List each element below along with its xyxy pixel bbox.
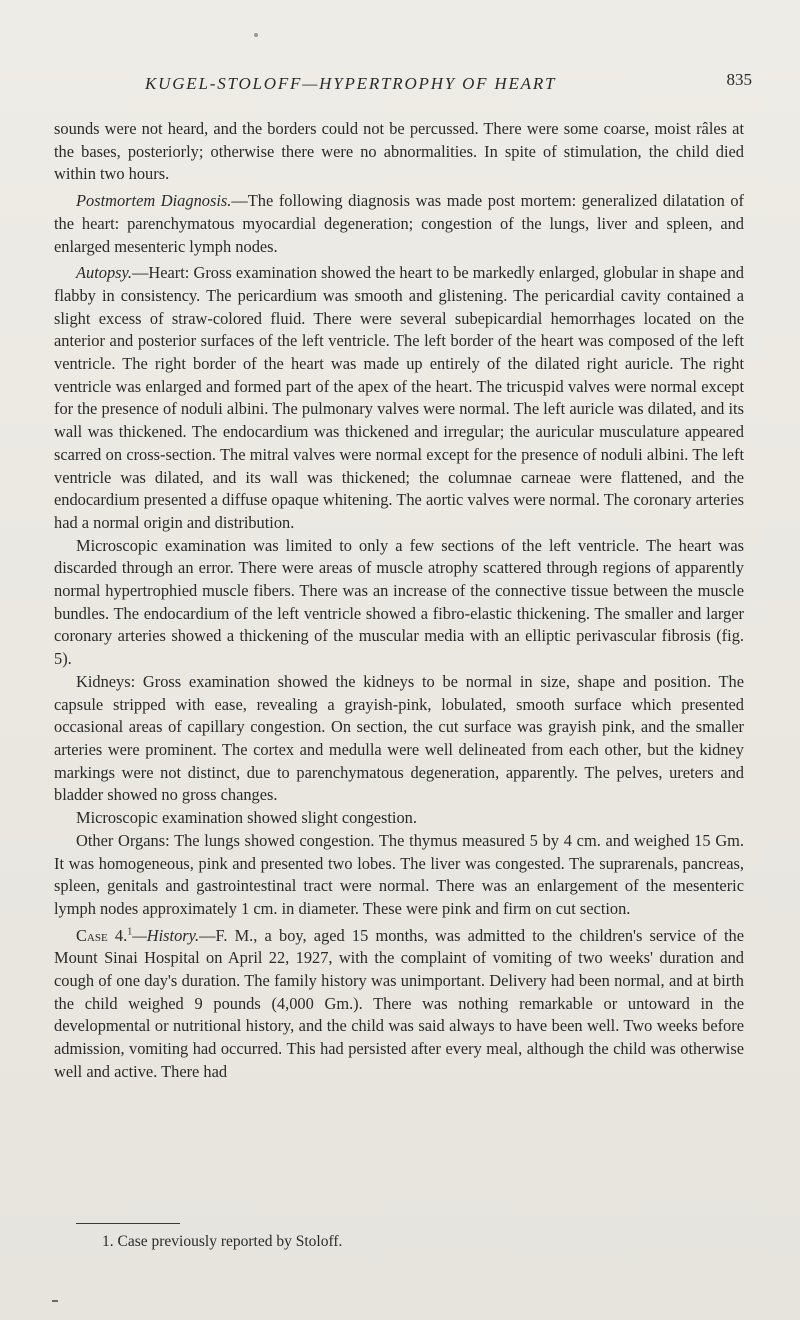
footnote-reference[interactable]: 1 <box>127 926 133 938</box>
paragraph-continuation: sounds were not heard, and the borders could not be percussed. There were some coarse, moist râles at the bases, posteriorly; otherwise there were no abnormalities. In spite of stimulation, the child died within two hours. <box>54 119 744 184</box>
paragraph-kidneys: Kidneys: Gross examination showed the kidneys to be normal in size, shape and position. The capsule stripped with ease, revealing a grayish-pink, lobulated, smooth surface which presented occasional areas of capillary congestion. On section, the cut surface was grayish pink, and the smaller arteries were prominent. The cortex and medulla were well delineated from each other, but the kidney markings were not distinct, due to parenchymatous degeneration, apparently. The pelves, ureters and bladder showed no gross changes. <box>54 671 744 805</box>
running-head <box>145 70 752 102</box>
paragraph-text: —Heart: Gross examination showed the heart to be markedly enlarged, globular in shape and flabby in consistency. The pericardium was smooth and glistening. The pericardial cavity contained a slight excess of straw-colored fluid. There were several subepicardial hemorrhages located on the anterior and posterior surfaces of the left ventricle. The left border of the heart was composed of the left ventricle. The right border of the heart was made up entirely of the dilated right auricle. The right ventricle was enlarged and formed part of the apex of the heart. The tricuspid valves were normal except for the presence of noduli albini. The pulmonary valves were normal. The left auricle was dilated, and its wall was thickened. The endocardium was thickened and irregular; the auricular musculature appeared scarred on cross-section. The mitral valves were normal except for the presence of noduli albini. The left ventricle was dilated, and its wall was thickened; the columnae carneae were flattened, and the endocardium presented a diffuse opaque whitening. The aortic valves were normal. The coronary arteries had a normal origin and distribution. <box>54 263 744 532</box>
paragraph-kidney-microscopic: Microscopic examination showed slight congestion. <box>76 808 417 828</box>
section-lead-history: —History. <box>132 925 200 945</box>
footnote: 1. Case previously reported by Stoloff. <box>102 1233 343 1250</box>
case-label: Case 4. <box>76 925 128 945</box>
print-mark <box>52 1300 58 1302</box>
paragraph-text: —The following diagnosis was made post mortem: generalized dilatation of the heart: parenchymatous myocardial degeneration; congestion of the lungs, liver and spleen, and enlarged mesenteric lymph nodes. <box>54 191 744 256</box>
section-lead-postmortem-diagnosis: Postmortem Diagnosis. <box>76 191 232 211</box>
paragraph-other-organs: Other Organs: The lungs showed congestion. The thymus measured 5 by 4 cm. and weighed 15 Gm. It was homogeneous, pink and presented two lobes. The liver was congested. The suprarenals, pancreas, spleen, genitals and gastrointestinal tract were normal. There was an enlargement of the mesenteric lymph nodes approximately 1 cm. in diameter. These were pink and firm on cut section. <box>54 830 744 918</box>
article-body <box>54 118 744 1088</box>
paragraph-case-4 <box>54 925 744 1084</box>
page-number: 835 <box>726 70 752 89</box>
paragraph-text: —F. M., a boy, aged 15 months, was admitted to the children's service of the Mount Sinai Hospital on April 22, 1927, with the complaint of vomiting of two weeks' duration and cough of one day's duration. The family history was unimportant. Delivery had been normal, and at birth the child weighed 9 pounds (4,000 Gm.). There was nothing remarkable or untoward in the developmental or nutritional history, and the child was said always to have been well. Two weeks before admission, vomiting had occurred. This had persisted after every meal, although the child was otherwise well and active. There had <box>54 925 744 1081</box>
paragraph-postmortem-diagnosis <box>54 190 744 258</box>
paragraph-autopsy <box>54 262 744 534</box>
footnote-divider <box>76 1223 180 1224</box>
running-title: KUGEL-STOLOFF—HYPERTROPHY OF HEART <box>145 74 557 93</box>
section-lead-autopsy: Autopsy. <box>76 263 132 283</box>
paragraph-heart-microscopic: Microscopic examination was limited to only a few sections of the left ventricle. The heart was discarded through an error. There were areas of muscle atrophy scattered through regions of apparently normal hypertrophied muscle fibers. There was an increase of the connective tissue between the muscle bundles. The endocardium of the left ventricle showed a fibro-elastic thickening. The smaller and larger coronary arteries showed a thickening of the muscular media with an elliptic perivascular fibrosis (fig. 5). <box>54 535 744 669</box>
print-speck <box>254 33 258 37</box>
